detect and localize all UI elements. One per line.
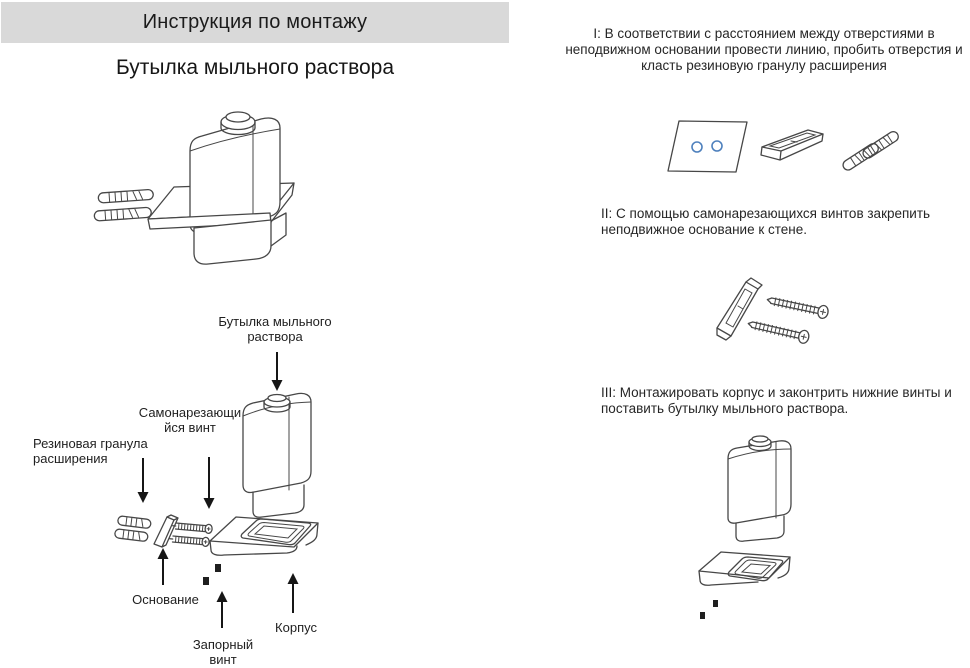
- label-rubber-anchor: Резиновая гранула расширения: [33, 436, 148, 466]
- step-1-text: I: В соответствии с расстоянием между отверстиями в неподвижном основании провести линию, пробить отверстия и класть резиновую гранулу расширения: [565, 26, 963, 73]
- wall-anchor-icon: [94, 189, 154, 221]
- label-body: Корпус: [275, 620, 317, 635]
- page-title: Инструкция по монтажу: [142, 11, 368, 33]
- exploded-diagram-figure: [25, 295, 360, 668]
- product-subtitle: Бутылка мыльного раствора: [115, 56, 395, 79]
- bottle-drawing: [728, 436, 791, 541]
- label-lock-screw: Запорный винт: [192, 637, 254, 667]
- callout-arrows: [138, 352, 299, 628]
- assembled-dispenser-figure: [90, 95, 330, 275]
- step-2-text: II: С помощью самонарезающихся винтов закрепить неподвижное основание к стене.: [601, 206, 931, 237]
- base-frame-drawing: [717, 278, 762, 340]
- step-3-text: III: Монтажировать корпус и законтрить нижние винты и поставить бутылку мыльного раствора.: [601, 385, 952, 416]
- label-self-tapping-screw: Самонарезающи йся винт: [138, 405, 242, 435]
- lock-screws-drawing: [203, 564, 221, 585]
- step-2-figure: [690, 265, 890, 370]
- screw-pair-drawing: [747, 294, 830, 345]
- anchors-drawing: [114, 516, 151, 542]
- screws-drawing: [169, 521, 212, 546]
- label-base: Основание: [132, 592, 199, 607]
- title-bar: [1, 2, 509, 43]
- body-tray-drawing: [210, 517, 318, 555]
- base-frame-drawing: [761, 130, 823, 160]
- lock-screws-drawing: [700, 600, 718, 619]
- drill-template-drawing: [668, 121, 747, 172]
- body-tray-drawing: [699, 552, 790, 585]
- step-1-figure: [650, 103, 910, 198]
- step-3-figure: [690, 428, 810, 633]
- label-bottle: Бутылка мыльного раствора: [218, 314, 332, 344]
- anchor-pair-drawing: [841, 130, 900, 172]
